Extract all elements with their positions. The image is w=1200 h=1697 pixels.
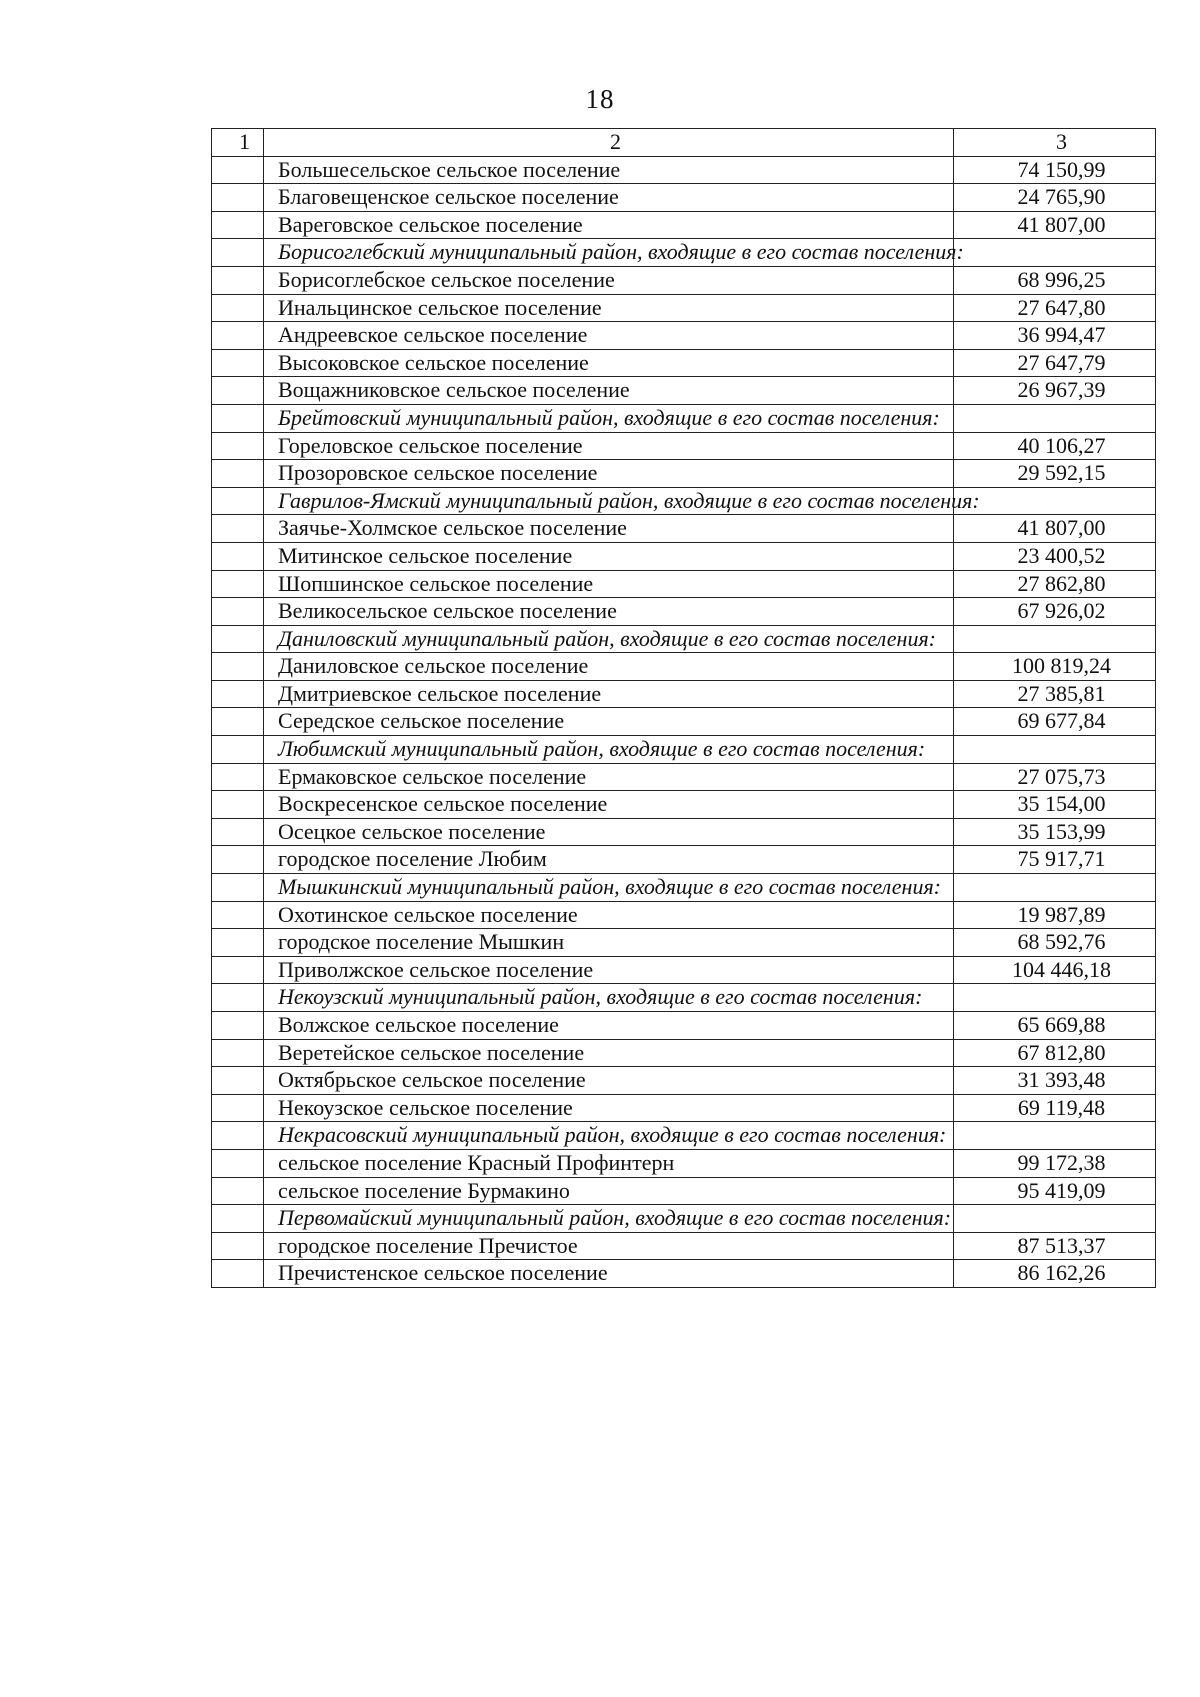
settlement-name-cell: Ермаковское сельское поселение (264, 763, 954, 791)
settlements-table (211, 128, 1156, 1288)
amount-cell: 65 669,88 (954, 1012, 1156, 1040)
settlement-name-cell: городское поселение Мышкин (264, 929, 954, 957)
district-name-cell: Некоузский муниципальный район, входящие в его состав поселения: (264, 984, 954, 1012)
table-row (212, 322, 1156, 350)
empty-index-cell (212, 984, 264, 1012)
amount-cell: 27 862,80 (954, 570, 1156, 598)
table-row (212, 956, 1156, 984)
amount-cell: 68 592,76 (954, 929, 1156, 957)
amount-cell (954, 487, 1156, 515)
amount-cell: 99 172,38 (954, 1149, 1156, 1177)
settlement-name-cell: Пречистенское сельское поселение (264, 1260, 954, 1288)
table-row (212, 1260, 1156, 1288)
settlement-name-cell: Приволжское сельское поселение (264, 956, 954, 984)
table-row (212, 460, 1156, 488)
empty-index-cell (212, 1149, 264, 1177)
table-row (212, 349, 1156, 377)
district-name-cell: Первомайский муниципальный район, входящие в его состав поселения: (264, 1205, 954, 1233)
column-header-2: 2 (264, 129, 954, 157)
amount-cell (954, 1205, 1156, 1233)
table-row (212, 184, 1156, 212)
district-name-cell: Борисоглебский муниципальный район, входящие в его состав поселения: (264, 239, 954, 267)
table-row (212, 266, 1156, 294)
table-row (212, 1232, 1156, 1260)
amount-cell (954, 874, 1156, 902)
district-name-cell: Гаврилов-Ямский муниципальный район, входящие в его состав поселения: (264, 487, 954, 515)
table-body (212, 156, 1156, 1287)
empty-index-cell (212, 377, 264, 405)
table-header-row (212, 129, 1156, 157)
table-row (212, 708, 1156, 736)
district-name-cell: Мышкинский муниципальный район, входящие в его состав поселения: (264, 874, 954, 902)
amount-cell (954, 625, 1156, 653)
district-name-cell: Даниловский муниципальный район, входящие в его состав поселения: (264, 625, 954, 653)
amount-cell: 23 400,52 (954, 542, 1156, 570)
empty-index-cell (212, 432, 264, 460)
empty-index-cell (212, 818, 264, 846)
empty-index-cell (212, 349, 264, 377)
table-row (212, 542, 1156, 570)
settlement-name-cell: Великосельское сельское поселение (264, 598, 954, 626)
empty-index-cell (212, 653, 264, 681)
empty-index-cell (212, 570, 264, 598)
amount-cell: 86 162,26 (954, 1260, 1156, 1288)
empty-index-cell (212, 1122, 264, 1150)
table-row (212, 294, 1156, 322)
settlement-name-cell: Андреевское сельское поселение (264, 322, 954, 350)
amount-cell: 35 154,00 (954, 791, 1156, 819)
district-header-row (212, 874, 1156, 902)
empty-index-cell (212, 487, 264, 515)
empty-index-cell (212, 708, 264, 736)
settlement-name-cell: Шопшинское сельское поселение (264, 570, 954, 598)
empty-index-cell (212, 874, 264, 902)
amount-cell: 41 807,00 (954, 211, 1156, 239)
amount-cell (954, 404, 1156, 432)
settlement-name-cell: Октябрьское сельское поселение (264, 1067, 954, 1095)
district-name-cell: Некрасовский муниципальный район, входящие в его состав поселения: (264, 1122, 954, 1150)
district-header-row (212, 984, 1156, 1012)
amount-cell: 36 994,47 (954, 322, 1156, 350)
table-row (212, 763, 1156, 791)
settlement-name-cell: Некоузское сельское поселение (264, 1094, 954, 1122)
settlement-name-cell: городское поселение Любим (264, 846, 954, 874)
amount-cell: 67 812,80 (954, 1039, 1156, 1067)
settlement-name-cell: Веретейское сельское поселение (264, 1039, 954, 1067)
empty-index-cell (212, 956, 264, 984)
table-row (212, 1094, 1156, 1122)
amount-cell: 95 419,09 (954, 1177, 1156, 1205)
district-header-row (212, 239, 1156, 267)
district-header-row (212, 1205, 1156, 1233)
empty-index-cell (212, 294, 264, 322)
settlement-name-cell: Гореловское сельское поселение (264, 432, 954, 460)
empty-index-cell (212, 1067, 264, 1095)
table-row (212, 570, 1156, 598)
settlement-name-cell: Инальцинское сельское поселение (264, 294, 954, 322)
district-header-row (212, 1122, 1156, 1150)
district-header-row (212, 404, 1156, 432)
amount-cell: 40 106,27 (954, 432, 1156, 460)
amount-cell (954, 984, 1156, 1012)
amount-cell: 69 119,48 (954, 1094, 1156, 1122)
amount-cell (954, 1122, 1156, 1150)
amount-cell: 35 153,99 (954, 818, 1156, 846)
settlement-name-cell: Дмитриевское сельское поселение (264, 680, 954, 708)
settlement-name-cell: сельское поселение Красный Профинтерн (264, 1149, 954, 1177)
settlement-name-cell: Охотинское сельское поселение (264, 901, 954, 929)
table-row (212, 377, 1156, 405)
settlement-name-cell: городское поселение Пречистое (264, 1232, 954, 1260)
table-row (212, 1067, 1156, 1095)
empty-index-cell (212, 1232, 264, 1260)
settlement-name-cell: Вощажниковское сельское поселение (264, 377, 954, 405)
empty-index-cell (212, 791, 264, 819)
amount-cell: 69 677,84 (954, 708, 1156, 736)
amount-cell: 27 385,81 (954, 680, 1156, 708)
empty-index-cell (212, 1012, 264, 1040)
empty-index-cell (212, 929, 264, 957)
settlement-name-cell: Даниловское сельское поселение (264, 653, 954, 681)
empty-index-cell (212, 1177, 264, 1205)
amount-cell: 29 592,15 (954, 460, 1156, 488)
empty-index-cell (212, 184, 264, 212)
settlement-name-cell: Волжское сельское поселение (264, 1012, 954, 1040)
district-name-cell: Брейтовский муниципальный район, входящие в его состав поселения: (264, 404, 954, 432)
settlement-name-cell: Середское сельское поселение (264, 708, 954, 736)
empty-index-cell (212, 239, 264, 267)
empty-index-cell (212, 736, 264, 764)
settlement-name-cell: Благовещенское сельское поселение (264, 184, 954, 212)
empty-index-cell (212, 460, 264, 488)
settlement-name-cell: Митинское сельское поселение (264, 542, 954, 570)
amount-cell: 27 647,80 (954, 294, 1156, 322)
empty-index-cell (212, 763, 264, 791)
empty-index-cell (212, 322, 264, 350)
district-header-row (212, 487, 1156, 515)
table-row (212, 432, 1156, 460)
settlement-name-cell: Осецкое сельское поселение (264, 818, 954, 846)
amount-cell: 27 075,73 (954, 763, 1156, 791)
table-row (212, 929, 1156, 957)
amount-cell (954, 239, 1156, 267)
empty-index-cell (212, 156, 264, 184)
empty-index-cell (212, 211, 264, 239)
district-header-row (212, 736, 1156, 764)
amount-cell: 31 393,48 (954, 1067, 1156, 1095)
empty-index-cell (212, 625, 264, 653)
table-row (212, 1039, 1156, 1067)
district-name-cell: Любимский муниципальный район, входящие в его состав поселения: (264, 736, 954, 764)
table-row (212, 211, 1156, 239)
empty-index-cell (212, 404, 264, 432)
table-row (212, 598, 1156, 626)
page-number: 18 (585, 84, 615, 114)
amount-cell: 74 150,99 (954, 156, 1156, 184)
settlement-name-cell: Борисоглебское сельское поселение (264, 266, 954, 294)
settlement-name-cell: Заячье-Холмское сельское поселение (264, 515, 954, 543)
empty-index-cell (212, 598, 264, 626)
amount-cell: 75 917,71 (954, 846, 1156, 874)
empty-index-cell (212, 1039, 264, 1067)
settlement-name-cell: Высоковское сельское поселение (264, 349, 954, 377)
table-row (212, 1149, 1156, 1177)
settlement-name-cell: Большесельское сельское поселение (264, 156, 954, 184)
amount-cell (954, 736, 1156, 764)
settlement-name-cell: Прозоровское сельское поселение (264, 460, 954, 488)
empty-index-cell (212, 542, 264, 570)
column-header-1: 1 (212, 129, 264, 157)
empty-index-cell (212, 1094, 264, 1122)
settlement-name-cell: Вареговское сельское поселение (264, 211, 954, 239)
district-header-row (212, 625, 1156, 653)
amount-cell: 67 926,02 (954, 598, 1156, 626)
table-row (212, 1012, 1156, 1040)
amount-cell: 24 765,90 (954, 184, 1156, 212)
settlement-name-cell: Воскресенское сельское поселение (264, 791, 954, 819)
empty-index-cell (212, 515, 264, 543)
empty-index-cell (212, 266, 264, 294)
settlement-name-cell: сельское поселение Бурмакино (264, 1177, 954, 1205)
amount-cell: 27 647,79 (954, 349, 1156, 377)
table-row (212, 791, 1156, 819)
table-row (212, 515, 1156, 543)
empty-index-cell (212, 680, 264, 708)
amount-cell: 100 819,24 (954, 653, 1156, 681)
table-row (212, 680, 1156, 708)
amount-cell: 87 513,37 (954, 1232, 1156, 1260)
table-row (212, 653, 1156, 681)
amount-cell: 68 996,25 (954, 266, 1156, 294)
empty-index-cell (212, 901, 264, 929)
table-row (212, 156, 1156, 184)
empty-index-cell (212, 846, 264, 874)
amount-cell: 104 446,18 (954, 956, 1156, 984)
table-row (212, 846, 1156, 874)
table-row (212, 818, 1156, 846)
empty-index-cell (212, 1205, 264, 1233)
column-header-3: 3 (954, 129, 1156, 157)
amount-cell: 19 987,89 (954, 901, 1156, 929)
amount-cell: 41 807,00 (954, 515, 1156, 543)
amount-cell: 26 967,39 (954, 377, 1156, 405)
empty-index-cell (212, 1260, 264, 1288)
table-row (212, 901, 1156, 929)
table-row (212, 1177, 1156, 1205)
